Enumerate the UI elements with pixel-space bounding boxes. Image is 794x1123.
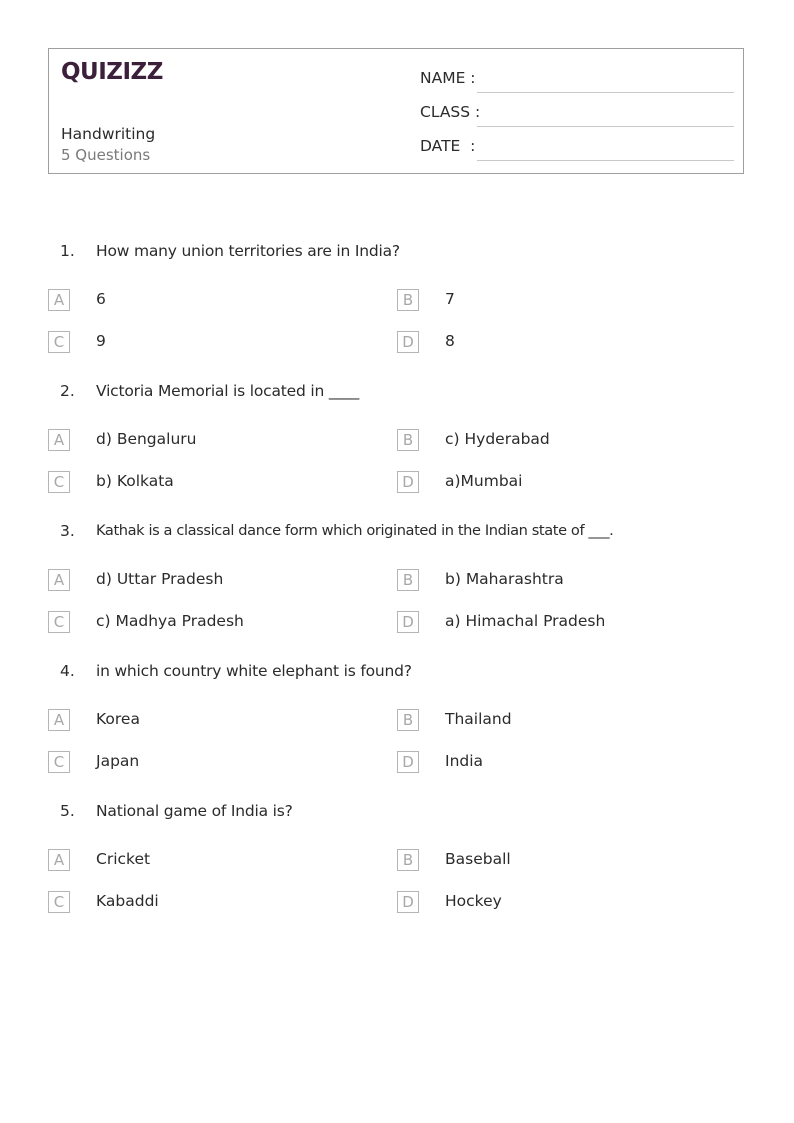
option-text: Cricket [96,850,151,868]
option-text: Thailand [445,710,512,728]
option-text: 6 [96,290,106,308]
question-1 [60,242,760,266]
q5-option-d[interactable] [397,891,717,917]
option-letter-box[interactable]: A [48,849,70,871]
q2-option-d[interactable] [397,471,717,497]
option-letter-box[interactable]: C [48,891,70,913]
option-letter-box[interactable]: D [397,471,419,493]
option-text: d) Uttar Pradesh [96,570,224,588]
option-letter-box[interactable]: C [48,331,70,353]
option-letter-box[interactable]: A [48,429,70,451]
option-text: Japan [96,752,140,770]
question-text: How many union territories are in India? [96,242,400,260]
q1-option-a[interactable] [48,289,368,315]
q4-option-d[interactable] [397,751,717,777]
question-3 [60,522,760,546]
class-field[interactable] [420,103,734,125]
q1-option-d[interactable] [397,331,717,357]
question-text: in which country white elephant is found? [96,662,412,680]
q2-option-a[interactable] [48,429,368,455]
name-field[interactable] [420,69,734,91]
option-text: c) Hyderabad [445,430,550,448]
option-letter-box[interactable]: D [397,751,419,773]
option-text: a)Mumbai [445,472,523,490]
option-letter-box[interactable]: D [397,611,419,633]
q1-option-c[interactable] [48,331,368,357]
option-letter-box[interactable]: B [397,569,419,591]
question-number: 3. [60,522,75,540]
option-letter-box[interactable]: B [397,429,419,451]
option-letter-box[interactable]: A [48,289,70,311]
question-number: 2. [60,382,75,400]
worksheet-header [48,48,744,174]
date-line[interactable] [477,160,734,161]
option-text: 9 [96,332,106,350]
question-number: 5. [60,802,75,820]
option-text: b) Kolkata [96,472,174,490]
q5-option-c[interactable] [48,891,368,917]
question-5 [60,802,760,826]
question-text: Victoria Memorial is located in ____ [96,382,360,400]
option-text: b) Maharashtra [445,570,564,588]
option-letter-box[interactable]: A [48,569,70,591]
quizizz-logo: QUIZIZZ [61,59,163,85]
question-text: National game of India is? [96,802,293,820]
option-text: d) Bengaluru [96,430,197,448]
class-label: CLASS : [420,103,481,121]
q3-option-b[interactable] [397,569,717,595]
q5-option-b[interactable] [397,849,717,875]
name-label: NAME : [420,69,476,87]
option-text: Kabaddi [96,892,159,910]
date-label: DATE : [420,137,476,155]
option-text: Hockey [445,892,502,910]
option-text: c) Madhya Pradesh [96,612,244,630]
question-4 [60,662,760,686]
option-letter-box[interactable]: C [48,471,70,493]
question-count: 5 Questions [61,146,151,164]
option-letter-box[interactable]: C [48,751,70,773]
q2-option-c[interactable] [48,471,368,497]
q5-option-a[interactable] [48,849,368,875]
option-letter-box[interactable]: B [397,709,419,731]
question-2 [60,382,760,406]
question-text: Kathak is a classical dance form which originated in the Indian state of ___. [96,522,614,539]
option-text: Korea [96,710,140,728]
worksheet-title: Handwriting [61,125,156,143]
option-text: India [445,752,484,770]
option-letter-box[interactable]: B [397,849,419,871]
option-text: a) Himachal Pradesh [445,612,606,630]
name-line[interactable] [477,92,734,93]
option-letter-box[interactable]: B [397,289,419,311]
option-text: 8 [445,332,455,350]
date-field[interactable] [420,137,734,159]
option-letter-box[interactable]: A [48,709,70,731]
option-letter-box[interactable]: D [397,891,419,913]
q2-option-b[interactable] [397,429,717,455]
q3-option-d[interactable] [397,611,717,637]
option-letter-box[interactable]: D [397,331,419,353]
class-line[interactable] [477,126,734,127]
q4-option-a[interactable] [48,709,368,735]
q1-option-b[interactable] [397,289,717,315]
q4-option-c[interactable] [48,751,368,777]
q3-option-c[interactable] [48,611,368,637]
question-number: 4. [60,662,75,680]
question-number: 1. [60,242,75,260]
q4-option-b[interactable] [397,709,717,735]
q3-option-a[interactable] [48,569,368,595]
option-text: 7 [445,290,455,308]
option-text: Baseball [445,850,511,868]
option-letter-box[interactable]: C [48,611,70,633]
